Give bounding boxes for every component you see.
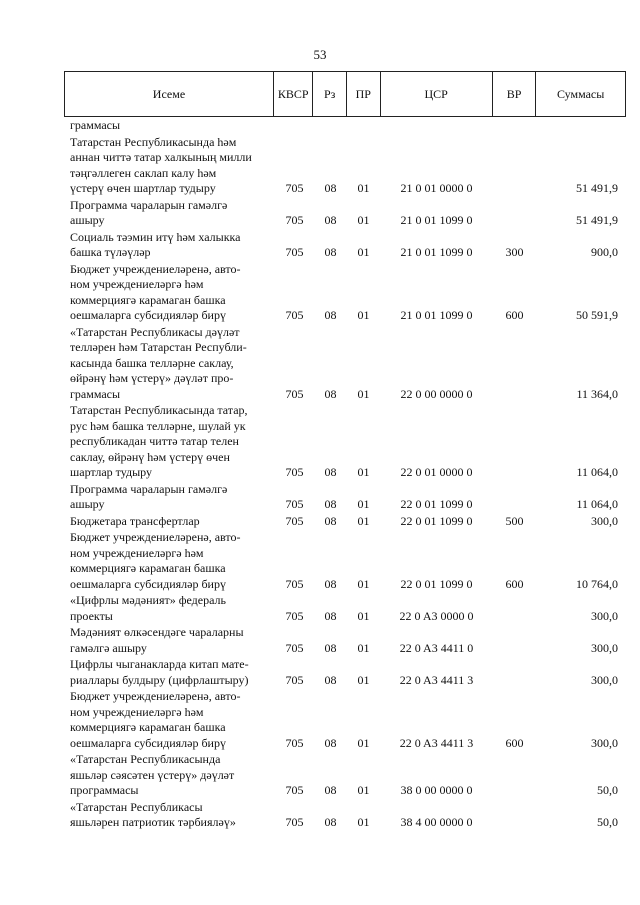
cell-vr: 600 bbox=[505, 308, 524, 322]
table-row bbox=[64, 530, 626, 592]
cell-kvsr: 705 bbox=[285, 213, 304, 227]
cell-rz: 08 bbox=[324, 513, 337, 528]
cell-name: Мәдәният өлкәсендәге чараларны гамәлгә ашыру bbox=[70, 625, 244, 655]
cell-rz: 08 bbox=[324, 815, 337, 829]
cell-pr: 01 bbox=[357, 497, 370, 511]
cell-vr: 600 bbox=[505, 576, 524, 591]
cell-kvsr: 705 bbox=[285, 181, 304, 195]
cell-pr: 01 bbox=[357, 465, 370, 479]
cell-pr: 01 bbox=[357, 640, 370, 655]
cell-csr: 38 4 00 0000 0 bbox=[400, 815, 473, 829]
table-row bbox=[64, 403, 626, 481]
table-row bbox=[64, 135, 626, 197]
cell-name: Бюджет учреждениеләренә, авто- ном учреждениеләргә һәм коммерциягә карамаган башка оешмаларга субсидияләр бирү bbox=[70, 689, 241, 750]
cell-sum: 11 064,0 bbox=[576, 465, 618, 479]
cell-kvsr: 705 bbox=[285, 308, 304, 322]
header-name: Исеме bbox=[65, 72, 274, 116]
cell-rz: 08 bbox=[324, 181, 337, 195]
cell-sum: 10 764,0 bbox=[576, 576, 618, 591]
cell-kvsr: 705 bbox=[285, 672, 304, 687]
table-header bbox=[64, 71, 626, 117]
cell-csr: 22 0 00 0000 0 bbox=[400, 386, 473, 401]
cell-csr: 38 0 00 0000 0 bbox=[400, 783, 473, 797]
header-kvsr: КВСР bbox=[274, 72, 313, 116]
cell-csr: 21 0 01 1099 0 bbox=[400, 245, 473, 259]
cell-sum: 300,0 bbox=[591, 735, 618, 750]
cell-sum: 50 591,9 bbox=[576, 308, 618, 322]
cell-csr: 22 0 01 0000 0 bbox=[400, 465, 473, 479]
cell-vr: 300 bbox=[505, 245, 524, 259]
cell-sum: 300,0 bbox=[591, 608, 618, 623]
cell-sum: 300,0 bbox=[591, 640, 618, 655]
cell-csr: 22 0 A3 4411 3 bbox=[399, 735, 474, 750]
cell-kvsr: 705 bbox=[285, 735, 304, 750]
cell-pr: 01 bbox=[357, 815, 370, 829]
cell-rz: 08 bbox=[324, 245, 337, 259]
cell-rz: 08 bbox=[324, 783, 337, 797]
table-body bbox=[64, 118, 626, 832]
cell-pr: 01 bbox=[357, 513, 370, 528]
cell-rz: 08 bbox=[324, 640, 337, 655]
header-pr: ПР bbox=[347, 72, 381, 116]
cell-csr: 22 0 A3 4411 3 bbox=[399, 672, 474, 687]
table-row bbox=[64, 482, 626, 513]
cell-pr: 01 bbox=[357, 576, 370, 591]
page-number: 53 bbox=[313, 47, 327, 62]
cell-rz: 08 bbox=[324, 308, 337, 322]
cell-pr: 01 bbox=[357, 783, 370, 797]
cell-kvsr: 705 bbox=[285, 783, 304, 797]
cell-name: Цифрлы чыганакларда китап мате- риаллары булдыру (цифрлаштыру) bbox=[70, 657, 249, 687]
cell-rz: 08 bbox=[324, 735, 337, 750]
cell-sum: 51 491,9 bbox=[576, 213, 618, 227]
cell-rz: 08 bbox=[324, 497, 337, 511]
cell-kvsr: 705 bbox=[285, 608, 304, 623]
header-vr: ВР bbox=[493, 72, 536, 116]
cell-kvsr: 705 bbox=[285, 640, 304, 655]
cell-sum: 11 064,0 bbox=[576, 497, 618, 511]
cell-name: Программа чараларын гамәлгә ашыру bbox=[70, 481, 228, 511]
cell-kvsr: 705 bbox=[285, 513, 304, 528]
cell-kvsr: 705 bbox=[285, 576, 304, 591]
header-sum: Суммасы bbox=[556, 86, 605, 101]
table-row bbox=[64, 593, 626, 624]
table-row bbox=[64, 514, 626, 530]
cell-pr: 01 bbox=[357, 308, 370, 322]
table-row bbox=[64, 262, 626, 324]
cell-kvsr: 705 bbox=[285, 245, 304, 259]
cell-name: Социаль тәэмин итү һәм халыкка башка түләүләр bbox=[70, 229, 241, 259]
cell-rz: 08 bbox=[324, 576, 337, 591]
cell-name: Программа чараларын гамәлгә ашыру bbox=[70, 197, 228, 227]
cell-csr: 21 0 01 1099 0 bbox=[400, 213, 473, 227]
cell-vr: 500 bbox=[505, 513, 524, 528]
cell-vr: 600 bbox=[505, 735, 524, 750]
cell-kvsr: 705 bbox=[285, 386, 304, 401]
table-row bbox=[64, 230, 626, 261]
cell-kvsr: 705 bbox=[285, 497, 304, 511]
cell-csr: 22 0 A3 4411 0 bbox=[399, 640, 474, 655]
cell-name: «Цифрлы мәдәният» федераль проекты bbox=[70, 593, 226, 623]
cell-pr: 01 bbox=[357, 181, 370, 195]
cell-sum: 11 364,0 bbox=[576, 386, 618, 401]
cell-csr: 22 0 A3 0000 0 bbox=[399, 608, 474, 623]
header-rz: Рз bbox=[313, 72, 347, 116]
cell-rz: 08 bbox=[324, 465, 337, 479]
cell-name: граммасы bbox=[70, 118, 121, 132]
cell-name: Татарстан Республикасында татар, рус һәм башка телләрне, шулай ук республикадан читтә татар телен саклау, өйрәнү һәм үстерү өчен шартлар тудыру bbox=[70, 403, 248, 479]
cell-name: «Татарстан Республикасы яшьләрен патриотик тәрбияләү» bbox=[70, 799, 236, 829]
cell-name: «Татарстан Республикасы дәүләт телләрен һәм Татарстан Республи- касында башка телләрне саклау, өйрәнү һәм үстерү» дәүләт про- граммасы bbox=[70, 324, 247, 401]
table-row bbox=[64, 198, 626, 229]
cell-csr: 21 0 01 0000 0 bbox=[400, 181, 473, 195]
cell-sum: 900,0 bbox=[591, 245, 618, 259]
cell-sum: 51 491,9 bbox=[576, 181, 618, 195]
cell-pr: 01 bbox=[357, 672, 370, 687]
cell-name: Татарстан Республикасында һәм аннан читтә татар халкының милли тәңгәллеген саклап калу һәм үстерү өчен шартлар тудыру bbox=[70, 134, 252, 195]
cell-name: «Татарстан Республикасында яшьләр сәясәтен үстерү» дәүләт программасы bbox=[70, 752, 235, 797]
table-row bbox=[64, 118, 626, 134]
table-row bbox=[64, 752, 626, 799]
cell-rz: 08 bbox=[324, 213, 337, 227]
table-row bbox=[64, 625, 626, 656]
cell-name: Бюджет учреждениеләренә, авто- ном учреждениеләргә һәм коммерциягә карамаган башка оешмаларга субсидияләр бирү bbox=[70, 261, 241, 322]
cell-name: Бюджет учреждениеләренә, авто- ном учреждениеләргә һәм коммерциягә карамаган башка оешмаларга субсидияләр бирү bbox=[70, 530, 241, 591]
table-row bbox=[64, 689, 626, 751]
table-row bbox=[64, 657, 626, 688]
cell-rz: 08 bbox=[324, 672, 337, 687]
cell-rz: 08 bbox=[324, 386, 337, 401]
header-csr: ЦСР bbox=[381, 72, 493, 116]
cell-pr: 01 bbox=[357, 735, 370, 750]
cell-sum: 50,0 bbox=[597, 783, 618, 797]
cell-kvsr: 705 bbox=[285, 465, 304, 479]
cell-kvsr: 705 bbox=[285, 815, 304, 829]
cell-csr: 21 0 01 1099 0 bbox=[400, 308, 473, 322]
cell-pr: 01 bbox=[357, 608, 370, 623]
table-row bbox=[64, 800, 626, 831]
cell-pr: 01 bbox=[357, 245, 370, 259]
cell-csr: 22 0 01 1099 0 bbox=[400, 497, 473, 511]
cell-pr: 01 bbox=[357, 386, 370, 401]
cell-sum: 300,0 bbox=[591, 513, 618, 528]
cell-rz: 08 bbox=[324, 608, 337, 623]
cell-csr: 22 0 01 1099 0 bbox=[400, 576, 473, 591]
cell-sum: 50,0 bbox=[597, 815, 618, 829]
cell-csr: 22 0 01 1099 0 bbox=[400, 513, 473, 528]
cell-pr: 01 bbox=[357, 213, 370, 227]
cell-sum: 300,0 bbox=[591, 672, 618, 687]
table-row bbox=[64, 325, 626, 403]
cell-name: Бюджетара трансфертлар bbox=[70, 513, 200, 528]
